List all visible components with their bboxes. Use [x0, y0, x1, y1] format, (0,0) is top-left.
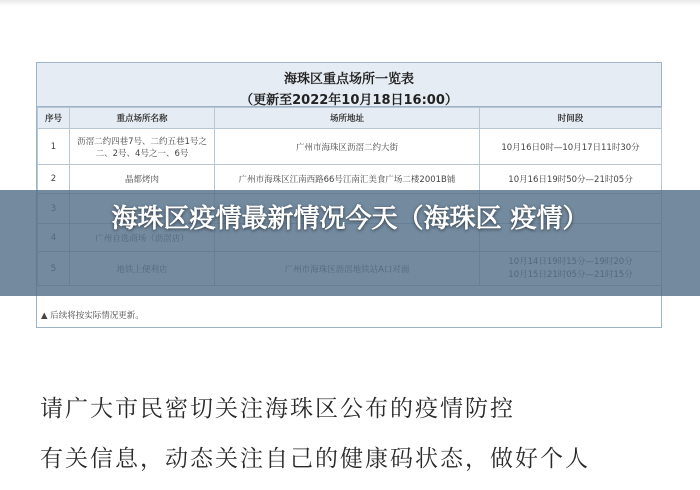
column-header-time: 时间段: [480, 108, 662, 129]
row-address: 广州市海珠区沥滘二约大街: [215, 129, 480, 165]
body-line-1: 请广大市民密切关注海珠区公布的疫情防控: [40, 396, 515, 422]
column-header-no: 序号: [38, 108, 70, 129]
table-column-header-row: [38, 108, 662, 129]
top-strip: [0, 0, 700, 6]
row-time: 10月16日19时50分—21时05分: [480, 165, 662, 194]
article-body: [40, 384, 680, 484]
row-no: 1: [38, 129, 70, 165]
row-address: 广州市海珠区江南西路66号江南汇美食广场二楼2001B铺: [215, 165, 480, 194]
row-name: 晶都烤肉: [70, 165, 215, 194]
article-title: 海珠区疫情最新情况今天（海珠区 疫情）: [111, 204, 589, 234]
table-subtitle: （更新至2022年10月18日16:00）: [240, 93, 458, 108]
column-header-address: 场所地址: [215, 108, 480, 129]
table-row: [38, 129, 662, 165]
row-name: 沥滘二约四巷7号、二约五巷1号之二、2号、4号之一、6号: [70, 129, 215, 165]
table-title: 海珠区重点场所一览表: [283, 72, 414, 87]
table-footnote: ▲ 后续将按实际情况更新。: [41, 311, 144, 321]
row-no: 2: [38, 165, 70, 194]
column-header-name: 重点场所名称: [70, 108, 215, 129]
row-time: 10月16日0时—10月17日11时30分: [480, 129, 662, 165]
table-header: [37, 63, 661, 107]
body-line-2: 有关信息，动态关注自己的健康码状态，做好个人: [40, 446, 590, 472]
